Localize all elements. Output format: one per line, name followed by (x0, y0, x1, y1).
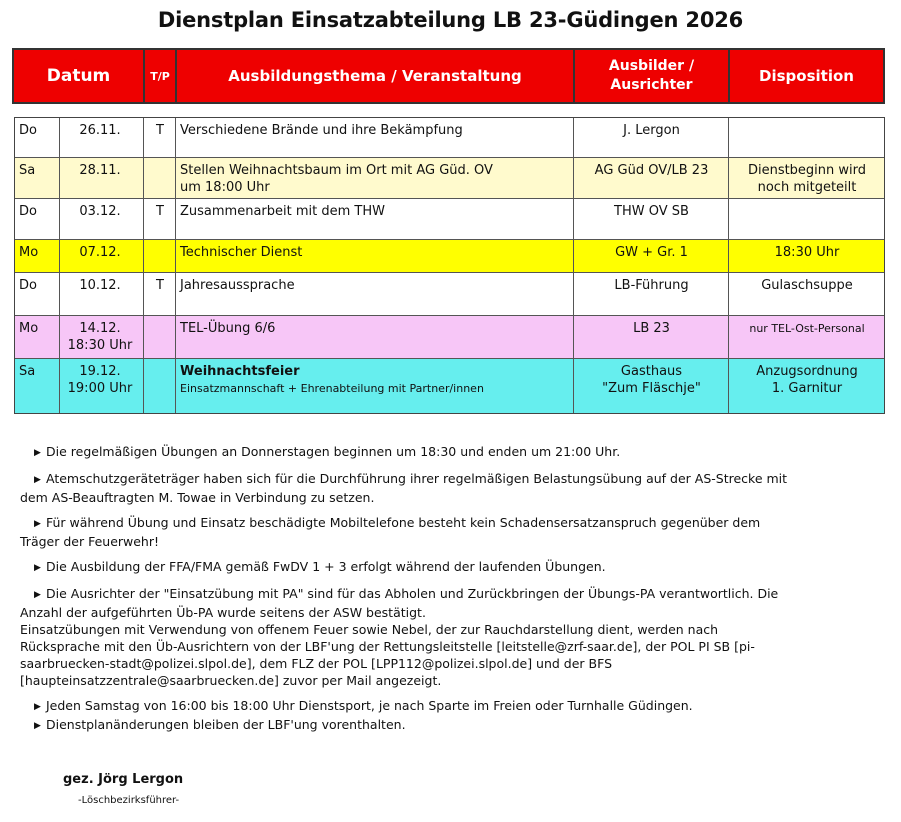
row-thema: Verschiedene Brände und ihre Bekämpfung (176, 118, 574, 157)
note-item (20, 558, 880, 577)
row-ausbilder: LB-Führung (574, 273, 729, 315)
row-disposition-line2: noch mitgeteilt (757, 180, 857, 195)
note-text: dem AS-Beauftragten M. Towae in Verbindung zu setzen. (20, 490, 375, 505)
row-date-line1: 14.12. (79, 321, 121, 336)
note-item (20, 514, 880, 550)
row-thema: TEL-Übung 6/6 (176, 316, 574, 358)
row-thema: Technischer Dienst (176, 240, 574, 272)
notes-section (20, 443, 880, 743)
note-item (20, 470, 880, 506)
row-thema-line2: um 18:00 Uhr (180, 180, 270, 195)
row-day: Mo (15, 240, 60, 272)
table-row (15, 273, 884, 316)
note-item (20, 585, 880, 689)
note-item (20, 443, 880, 462)
row-tp: T (144, 199, 176, 239)
bullet-icon: ▶ (34, 702, 41, 712)
bullet-icon: ▶ (34, 519, 41, 529)
row-ausbilder (574, 359, 729, 413)
note-text: saarbruecken-stadt@polizei.slpol.de], dem FLZ der POL [LPP112@polizei.slpol.de] und der BFS (20, 656, 613, 671)
note-text: Die regelmäßigen Übungen an Donnerstagen beginnen um 18:30 und enden um 21:00 Uhr. (46, 444, 621, 459)
note-text: Einsatzübungen mit Verwendung von offenem Feuer sowie Nebel, der zur Rauchdarstellung dient, werden nach (20, 622, 719, 637)
row-date (60, 359, 144, 413)
header-disposition: Disposition (759, 67, 854, 85)
row-disposition (729, 199, 884, 239)
row-date: 28.11. (60, 158, 144, 198)
table-row (15, 158, 884, 199)
header-ausbilder-line1: Ausbilder / (608, 58, 695, 74)
row-day: Do (15, 118, 60, 157)
row-time: 18:30 Uhr (67, 338, 133, 353)
table-row (15, 118, 884, 158)
row-ausbilder: J. Lergon (574, 118, 729, 157)
note-text: Atemschutzgeräteträger haben sich für die Durchführung ihrer regelmäßigen Belastungsübung auf der AS-Strecke mit (46, 471, 788, 486)
row-disposition: Gulaschsuppe (761, 278, 853, 293)
row-thema-line1: Stellen Weihnachtsbaum im Ort mit AG Güd. OV (180, 163, 493, 178)
bullet-icon: ▶ (34, 475, 41, 485)
note-text: Dienstplanänderungen bleiben der LBF'ung vorenthalten. (46, 717, 406, 732)
row-date: 26.11. (60, 118, 144, 157)
row-disposition (729, 359, 884, 413)
row-date: 10.12. (60, 273, 144, 315)
table-row (15, 359, 884, 413)
row-date: 07.12. (60, 240, 144, 272)
signature-name: gez. Jörg Lergon (63, 772, 184, 787)
note-text: [haupteinsatzzentrale@saarbruecken.de] zuvor per Mail angezeigt. (20, 673, 442, 688)
signature-role: -Löschbezirksführer- (78, 795, 180, 806)
header-datum: Datum (14, 50, 145, 102)
header-ausbilder (575, 50, 730, 102)
note-item (20, 697, 880, 716)
row-ausbilder: THW OV SB (574, 199, 729, 239)
row-day: Do (15, 199, 60, 239)
note-text: Rücksprache mit den Üb-Ausrichtern von der LBF'ung der Rettungsleitstelle [leitstelle@zrf-saar.de], der POL PI SB [pi- (20, 639, 755, 654)
row-thema: Jahresaussprache (176, 273, 574, 315)
row-day: Sa (15, 158, 60, 198)
row-tp: T (144, 273, 176, 315)
header-tp: T/P (145, 50, 177, 102)
row-ausbilder-line2: "Zum Fläschje" (602, 381, 701, 396)
row-disposition-line1: Anzugsordnung (756, 364, 858, 379)
row-tp (144, 359, 176, 413)
row-date (60, 316, 144, 358)
row-thema-line2: Einsatzmannschaft + Ehrenabteilung mit Partner/innen (180, 382, 484, 395)
note-item (20, 716, 880, 735)
table-row (15, 199, 884, 240)
row-tp (144, 158, 176, 198)
header-ausbilder-line2: Ausrichter (610, 77, 693, 93)
note-text: Anzahl der aufgeführten Üb-PA wurde seitens der ASW bestätigt. (20, 605, 426, 620)
table-header (12, 48, 885, 104)
row-disposition: nur TEL-Ost-Personal (749, 322, 865, 335)
row-date: 03.12. (60, 199, 144, 239)
row-thema-line1: Weihnachtsfeier (180, 364, 300, 379)
row-thema: Zusammenarbeit mit dem THW (176, 199, 574, 239)
bullet-icon: ▶ (34, 721, 41, 731)
bullet-icon: ▶ (34, 563, 41, 573)
row-thema (176, 158, 574, 198)
row-day: Sa (15, 359, 60, 413)
row-ausbilder: AG Güd OV/LB 23 (574, 158, 729, 198)
note-text: Die Ausrichter der "Einsatzübung mit PA" sind für das Abholen und Zurückbringen der Übungs-PA verantwortlich. Die (46, 586, 779, 601)
table-row (15, 240, 884, 273)
note-text: Träger der Feuerwehr! (20, 534, 160, 549)
row-disposition (729, 158, 884, 198)
row-tp (144, 316, 176, 358)
row-time: 19:00 Uhr (67, 381, 133, 396)
row-day: Mo (15, 316, 60, 358)
table-row (15, 316, 884, 359)
row-ausbilder-line1: Gasthaus (620, 364, 683, 379)
row-date-line1: 19.12. (79, 364, 121, 379)
note-text: Für während Übung und Einsatz beschädigte Mobiltelefone besteht kein Schadensersatzanspruch gegenüber dem (46, 515, 761, 530)
note-text: Die Ausbildung der FFA/FMA gemäß FwDV 1 + 3 erfolgt während der laufenden Übungen. (46, 559, 606, 574)
schedule-table (14, 117, 885, 414)
row-ausbilder: GW + Gr. 1 (574, 240, 729, 272)
bullet-icon: ▶ (34, 590, 41, 600)
page-title: Dienstplan Einsatzabteilung LB 23-Güdingen 2026 (157, 8, 744, 32)
row-tp: T (144, 118, 176, 157)
row-disposition-line2: 1. Garnitur (771, 381, 843, 396)
bullet-icon: ▶ (34, 448, 41, 458)
row-disposition (729, 118, 884, 157)
row-tp (144, 240, 176, 272)
row-day: Do (15, 273, 60, 315)
row-ausbilder: LB 23 (574, 316, 729, 358)
row-disposition-line1: Dienstbeginn wird (747, 163, 867, 178)
row-disposition: 18:30 Uhr (774, 245, 840, 260)
header-thema: Ausbildungsthema / Veranstaltung (177, 50, 575, 102)
row-thema (176, 359, 574, 413)
note-text: Jeden Samstag von 16:00 bis 18:00 Uhr Dienstsport, je nach Sparte im Freien oder Turnhalle Güdingen. (46, 698, 693, 713)
